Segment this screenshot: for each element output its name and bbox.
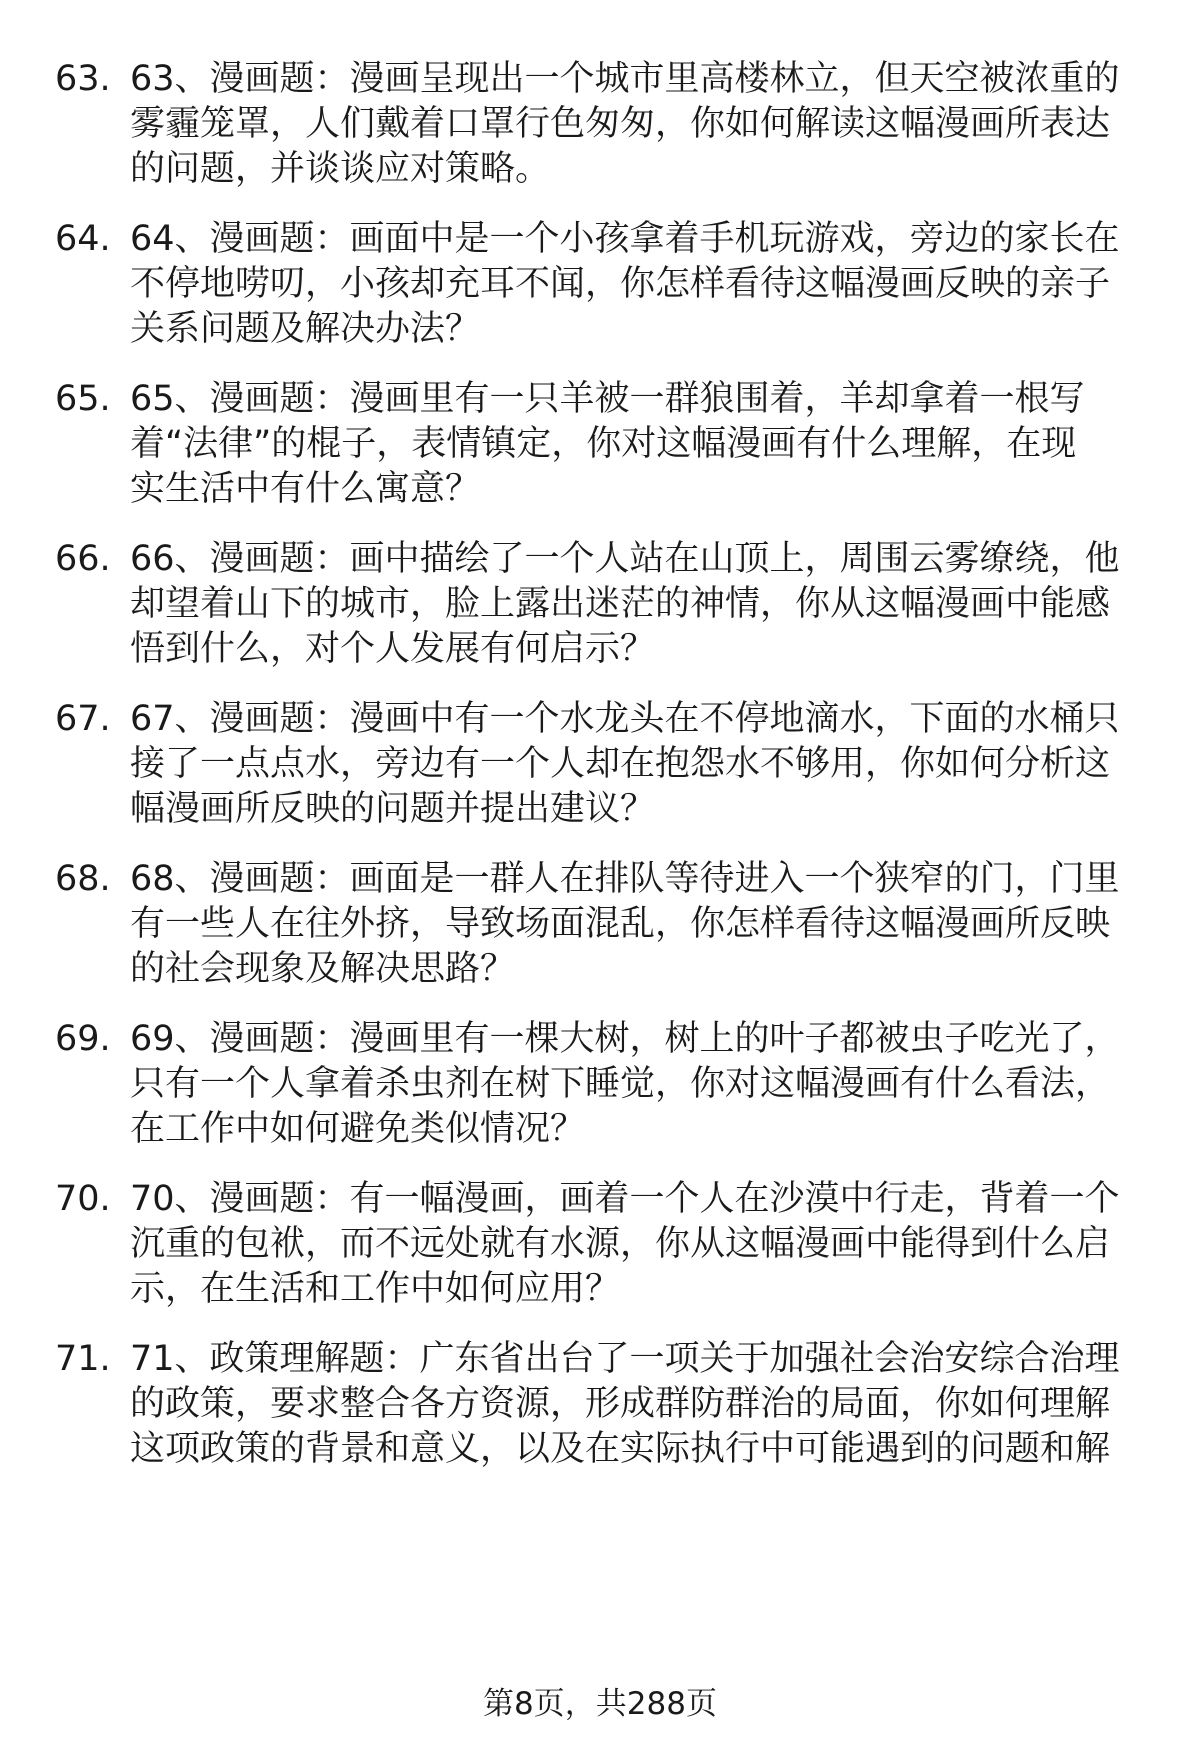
question-line: 70、漫画题：有一幅漫画，画着一个人在沙漠中行走，背着一个 — [130, 1179, 1120, 1219]
question-line: 幅漫画所反映的问题并提出建议？ — [130, 789, 656, 829]
question-line: 的社会现象及解决思路？ — [130, 949, 516, 989]
question-line: 只有一个人拿着杀虫剂在树下睡觉，你对这幅漫画有什么看法， — [130, 1064, 1111, 1104]
page-footer: 第8页，共288页 — [483, 1686, 717, 1722]
question-line: 的政策，要求整合各方资源，形成群防群治的局面，你如何理解 — [130, 1384, 1111, 1424]
question-line: 着“法律”的棍子，表情镇定，你对这幅漫画有什么理解，在现 — [130, 424, 1077, 464]
question-line: 在工作中如何避免类似情况？ — [130, 1109, 586, 1149]
question-line: 69、漫画题：漫画里有一棵大树，树上的叶子都被虫子吃光了， — [130, 1019, 1120, 1059]
question-line: 有一些人在往外挤，导致场面混乱，你怎样看待这幅漫画所反映 — [130, 904, 1111, 944]
question-text — [130, 1177, 1145, 1312]
question-number: 71. — [55, 1339, 111, 1379]
question-line: 64、漫画题：画面中是一个小孩拿着手机玩游戏，旁边的家长在 — [130, 219, 1120, 259]
question-line: 63、漫画题：漫画呈现出一个城市里高楼林立，但天空被浓重的 — [130, 59, 1120, 99]
question-line: 雾霾笼罩，人们戴着口罩行色匆匆，你如何解读这幅漫画所表达 — [130, 104, 1111, 144]
question-number: 66. — [55, 539, 111, 579]
question-text — [130, 1017, 1145, 1152]
question-text — [130, 377, 1145, 512]
question-line: 这项政策的背景和意义，以及在实际执行中可能遇到的问题和解 — [130, 1429, 1111, 1469]
question-line: 65、漫画题：漫画里有一只羊被一群狼围着，羊却拿着一根写 — [130, 379, 1085, 419]
question-number: 68. — [55, 859, 111, 899]
question-number: 67. — [55, 699, 111, 739]
question-line: 实生活中有什么寓意？ — [130, 469, 481, 509]
question-text — [130, 857, 1145, 992]
question-line: 不停地唠叨，小孩却充耳不闻，你怎样看待这幅漫画反映的亲子 — [130, 264, 1111, 304]
question-line: 的问题，并谈谈应对策略。 — [130, 149, 551, 189]
question-text — [130, 217, 1145, 352]
question-line: 71、政策理解题：广东省出台了一项关于加强社会治安综合治理 — [130, 1339, 1120, 1379]
question-line: 接了一点点水，旁边有一个人却在抱怨水不够用，你如何分析这 — [130, 744, 1111, 784]
question-line: 沉重的包袱，而不远处就有水源，你从这幅漫画中能得到什么启 — [130, 1224, 1111, 1264]
question-number: 63. — [55, 59, 111, 99]
question-line: 68、漫画题：画面是一群人在排队等待进入一个狭窄的门，门里 — [130, 859, 1120, 899]
question-line: 示，在生活和工作中如何应用？ — [130, 1269, 621, 1309]
question-line: 却望着山下的城市，脸上露出迷茫的神情，你从这幅漫画中能感 — [130, 584, 1111, 624]
question-text — [130, 57, 1145, 192]
question-number: 65. — [55, 379, 111, 419]
question-text — [130, 537, 1145, 672]
question-line: 66、漫画题：画中描绘了一个人站在山顶上，周围云雾缭绕，他 — [130, 539, 1120, 579]
question-number: 70. — [55, 1179, 111, 1219]
question-text — [130, 697, 1145, 832]
question-line: 关系问题及解决办法？ — [130, 309, 481, 349]
question-text — [130, 1337, 1145, 1472]
question-line: 67、漫画题：漫画中有一个水龙头在不停地滴水，下面的水桶只 — [130, 699, 1120, 739]
question-line: 悟到什么，对个人发展有何启示？ — [130, 629, 656, 669]
question-number: 69. — [55, 1019, 111, 1059]
question-number: 64. — [55, 219, 111, 259]
